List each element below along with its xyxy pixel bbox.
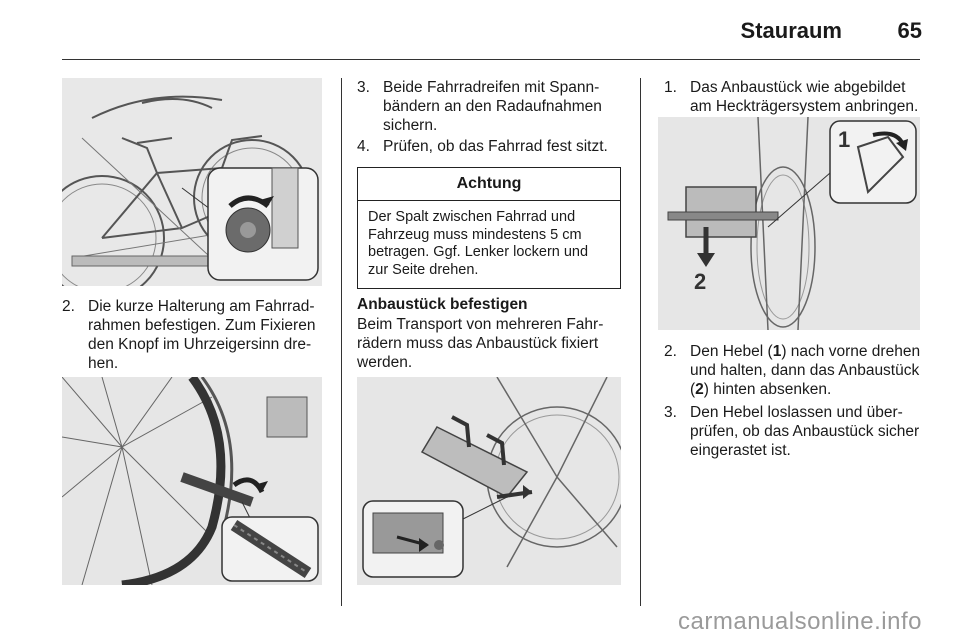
warning-body: Der Spalt zwischen Fahrrad und Fahrzeug muss mindestens 5 cm betragen. Ggf. Lenker lockern und zur Seite drehen. bbox=[368, 209, 589, 278]
figure-bike-frame-holder bbox=[62, 78, 322, 286]
page-number: 65 bbox=[897, 18, 922, 43]
header-rule bbox=[62, 59, 920, 60]
watermark: carmanualsonline.info bbox=[678, 608, 922, 635]
paragraph: Beim Transport von mehreren Fahr-rädern muss das Anbaustück fixiert werden. bbox=[357, 316, 604, 371]
figure-label-2: 2 bbox=[694, 269, 707, 294]
col3-step-1: 1. Das Anbaustück wie abgebildet am Heckträgersystem anbringen. bbox=[664, 79, 919, 115]
bold-ref-1: 1 bbox=[772, 343, 782, 360]
col2-step-4: 4. Prüfen, ob das Fahrrad fest sitzt. bbox=[357, 138, 608, 155]
section-title: Stauraum bbox=[740, 18, 842, 43]
warning-title: Achtung bbox=[358, 168, 620, 201]
figure-adapter-mounting bbox=[357, 377, 621, 585]
column-divider-2 bbox=[640, 78, 641, 606]
col3-step-2: 2. Den Hebel (1) nach vorne drehen und halten, dann das Anbaustück (2) hinten absenken. bbox=[664, 343, 921, 398]
page-header bbox=[0, 0, 960, 60]
column-divider-1 bbox=[341, 78, 342, 606]
figure-lever-adapter bbox=[658, 117, 920, 330]
subheading: Anbaustück befestigen bbox=[357, 296, 528, 313]
bold-ref-2: 2 bbox=[695, 381, 704, 398]
col3-step-3: 3. Den Hebel loslassen und über-prüfen, ob das Anbaustück sicher eingerastet ist. bbox=[664, 404, 920, 459]
figure-wheel-strap bbox=[62, 377, 322, 585]
warning-box bbox=[357, 167, 621, 289]
col1-step-2: 2. Die kurze Halterung am Fahrrad-rahmen befestigen. Zum Fixieren den Knopf im Uhrzeigersinn dre-hen. bbox=[62, 298, 316, 372]
col2-step-3: 3. Beide Fahrradreifen mit Spann-bändern an den Radaufnahmen sichern. bbox=[357, 79, 602, 134]
figure-label-1: 1 bbox=[838, 127, 851, 152]
